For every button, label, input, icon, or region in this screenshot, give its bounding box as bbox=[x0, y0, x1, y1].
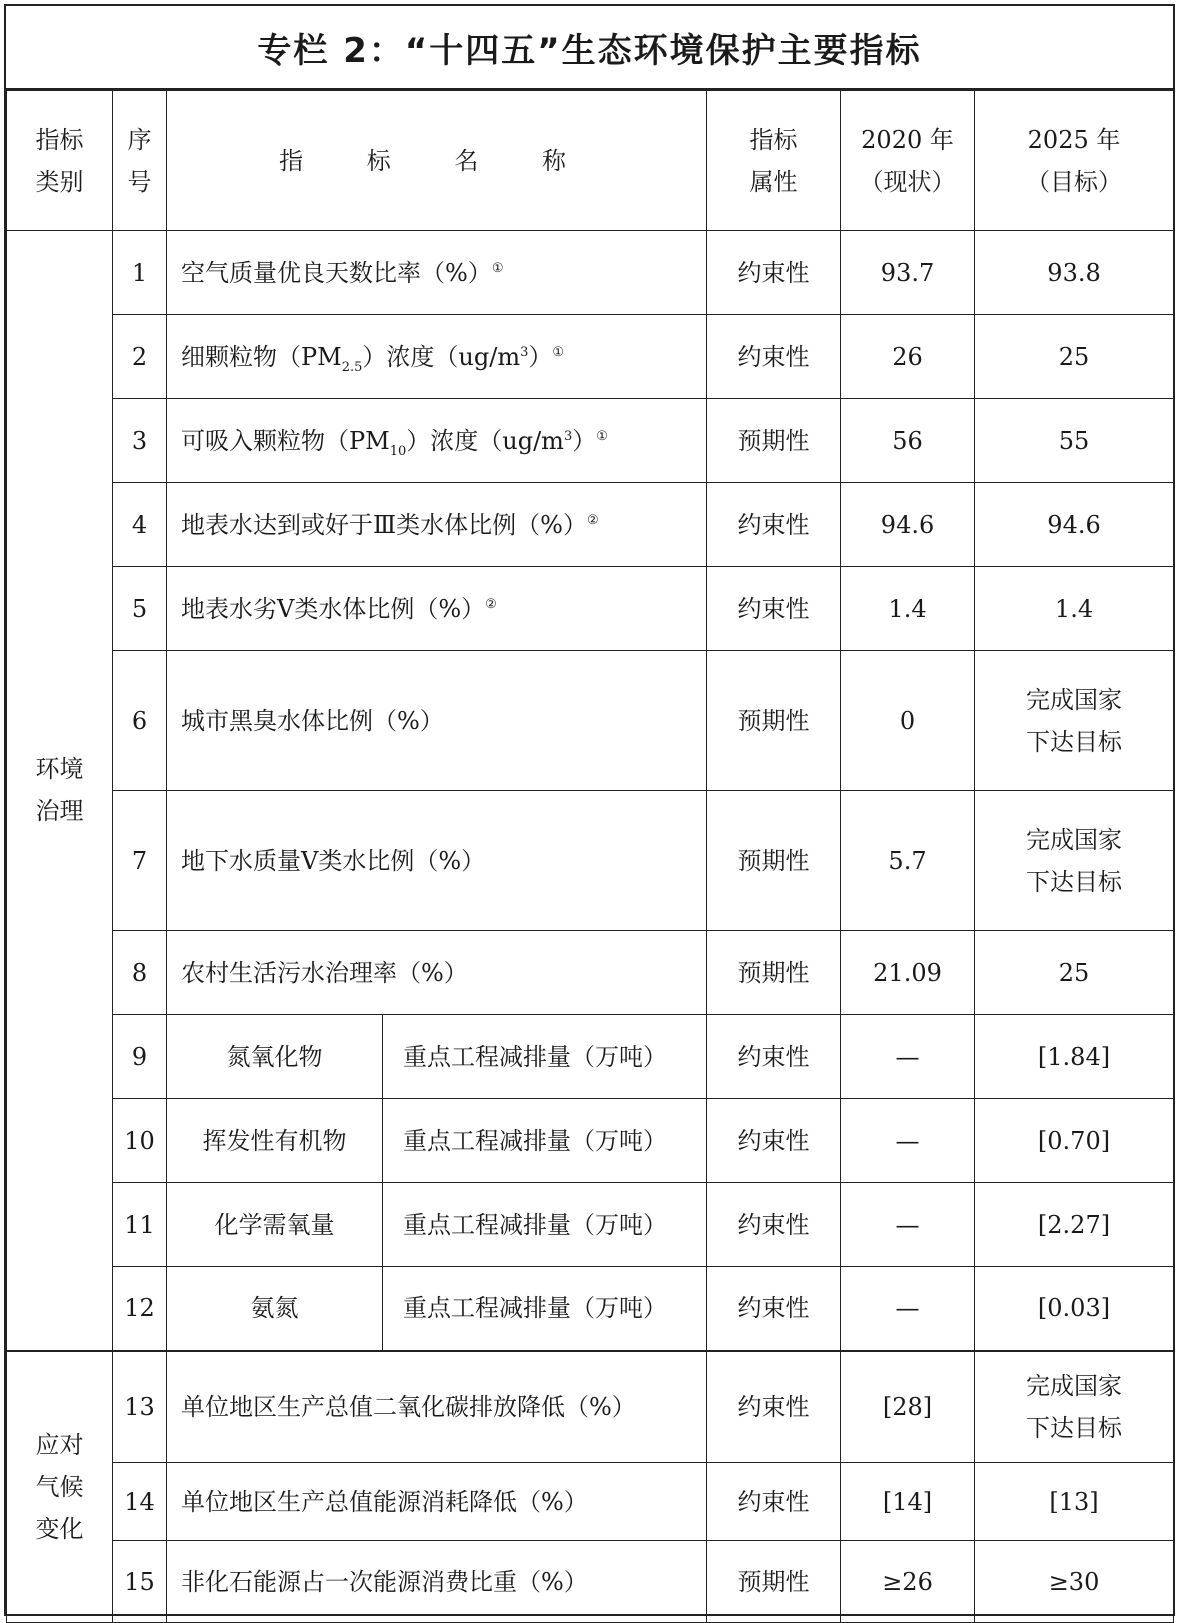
row-attr: 预期性 bbox=[707, 399, 841, 483]
row-name: 城市黑臭水体比例（%） bbox=[167, 651, 707, 791]
row-attr: 约束性 bbox=[707, 1267, 841, 1351]
row-pollutant: 挥发性有机物 bbox=[167, 1099, 383, 1183]
footnote-mark: ① bbox=[552, 344, 565, 360]
row-name: 地下水质量Ⅴ类水比例（%） bbox=[167, 791, 707, 931]
row-name: 地表水达到或好于Ⅲ类水体比例（%）② bbox=[167, 483, 707, 567]
row-seq: 5 bbox=[113, 567, 167, 651]
row-attr: 约束性 bbox=[707, 1351, 841, 1463]
table-row bbox=[7, 791, 1174, 931]
row-attr: 约束性 bbox=[707, 483, 841, 567]
row-measure: 重点工程减排量（万吨） bbox=[383, 1267, 707, 1351]
row-seq: 14 bbox=[113, 1463, 167, 1541]
table-row bbox=[7, 1541, 1174, 1623]
row-attr: 约束性 bbox=[707, 1463, 841, 1541]
row-seq: 12 bbox=[113, 1267, 167, 1351]
table-row bbox=[7, 567, 1174, 651]
row-2025: [0.70] bbox=[975, 1099, 1174, 1183]
header-name: 指 标 名 称 bbox=[167, 91, 707, 231]
header-seq: 序 号 bbox=[113, 91, 167, 231]
row-2020: — bbox=[841, 1015, 975, 1099]
row-attr: 预期性 bbox=[707, 651, 841, 791]
table-row bbox=[7, 651, 1174, 791]
category-env: 环境 治理 bbox=[7, 231, 113, 1351]
row-2020: [14] bbox=[841, 1463, 975, 1541]
row-seq: 11 bbox=[113, 1183, 167, 1267]
table-row bbox=[7, 483, 1174, 567]
row-measure: 重点工程减排量（万吨） bbox=[383, 1183, 707, 1267]
footnote-mark: ② bbox=[485, 596, 497, 612]
row-seq: 4 bbox=[113, 483, 167, 567]
row-measure: 重点工程减排量（万吨） bbox=[383, 1099, 707, 1183]
row-2025: ≥30 bbox=[975, 1541, 1174, 1623]
row-seq: 6 bbox=[113, 651, 167, 791]
row-2020: 5.7 bbox=[841, 791, 975, 931]
category-climate: 应对 气候 变化 bbox=[7, 1351, 113, 1623]
row-2020: 93.7 bbox=[841, 231, 975, 315]
row-2025: [1.84] bbox=[975, 1015, 1174, 1099]
row-2025: 25 bbox=[975, 315, 1174, 399]
header-category: 指标 类别 bbox=[7, 91, 113, 231]
row-2020: — bbox=[841, 1099, 975, 1183]
table-row bbox=[7, 1351, 1174, 1463]
row-2020: 94.6 bbox=[841, 483, 975, 567]
table-row bbox=[7, 1099, 1174, 1183]
footnote-mark: ② bbox=[586, 512, 599, 528]
row-2020: 26 bbox=[841, 315, 975, 399]
row-attr: 预期性 bbox=[707, 1541, 841, 1623]
indicator-table bbox=[6, 90, 1174, 1623]
row-pollutant: 氮氧化物 bbox=[167, 1015, 383, 1099]
header-2020: 2020 年 （现状） bbox=[841, 91, 975, 231]
row-name: 非化石能源占一次能源消费比重（%） bbox=[167, 1541, 707, 1623]
table-title: 专栏 2：“十四五”生态环境保护主要指标 bbox=[6, 6, 1173, 90]
row-2025: 完成国家 下达目标 bbox=[975, 791, 1174, 931]
row-pollutant: 氨氮 bbox=[167, 1267, 383, 1351]
row-seq: 2 bbox=[113, 315, 167, 399]
table-row bbox=[7, 1267, 1174, 1351]
row-attr: 约束性 bbox=[707, 231, 841, 315]
row-2020: ≥26 bbox=[841, 1541, 975, 1623]
row-seq: 10 bbox=[113, 1099, 167, 1183]
footnote-mark: ① bbox=[491, 260, 504, 276]
row-attr: 约束性 bbox=[707, 567, 841, 651]
indicator-table-frame bbox=[4, 4, 1175, 1616]
row-2025: 1.4 bbox=[975, 567, 1174, 651]
row-2025: 94.6 bbox=[975, 483, 1174, 567]
row-2025: [0.03] bbox=[975, 1267, 1174, 1351]
table-row bbox=[7, 399, 1174, 483]
table-row bbox=[7, 1183, 1174, 1267]
row-name: 单位地区生产总值能源消耗降低（%） bbox=[167, 1463, 707, 1541]
row-seq: 1 bbox=[113, 231, 167, 315]
row-attr: 约束性 bbox=[707, 1015, 841, 1099]
row-2025: [2.27] bbox=[975, 1183, 1174, 1267]
row-2020: 0 bbox=[841, 651, 975, 791]
header-attr: 指标 属性 bbox=[707, 91, 841, 231]
row-name: 空气质量优良天数比率（%）① bbox=[167, 231, 707, 315]
row-seq: 3 bbox=[113, 399, 167, 483]
row-2025: 93.8 bbox=[975, 231, 1174, 315]
row-2020: [28] bbox=[841, 1351, 975, 1463]
row-seq: 9 bbox=[113, 1015, 167, 1099]
table-row bbox=[7, 1015, 1174, 1099]
header-2025: 2025 年 （目标） bbox=[975, 91, 1174, 231]
row-seq: 15 bbox=[113, 1541, 167, 1623]
row-name: 单位地区生产总值二氧化碳排放降低（%） bbox=[167, 1351, 707, 1463]
row-2025: [13] bbox=[975, 1463, 1174, 1541]
row-2025: 55 bbox=[975, 399, 1174, 483]
table-row bbox=[7, 231, 1174, 315]
row-2025: 完成国家 下达目标 bbox=[975, 651, 1174, 791]
row-2025: 完成国家 下达目标 bbox=[975, 1351, 1174, 1463]
row-2020: — bbox=[841, 1183, 975, 1267]
row-seq: 8 bbox=[113, 931, 167, 1015]
row-attr: 约束性 bbox=[707, 1099, 841, 1183]
row-2020: 1.4 bbox=[841, 567, 975, 651]
row-2020: — bbox=[841, 1267, 975, 1351]
row-name: 细颗粒物$(PM_{2.5})$浓度$(ug/m^3)^①$ bbox=[167, 315, 707, 399]
table-row bbox=[7, 315, 1174, 399]
row-pollutant: 化学需氧量 bbox=[167, 1183, 383, 1267]
row-name: 农村生活污水治理率（%） bbox=[167, 931, 707, 1015]
row-attr: 预期性 bbox=[707, 931, 841, 1015]
row-seq: 13 bbox=[113, 1351, 167, 1463]
table-row bbox=[7, 931, 1174, 1015]
row-measure: 重点工程减排量（万吨） bbox=[383, 1015, 707, 1099]
table-row bbox=[7, 1463, 1174, 1541]
header-row bbox=[7, 91, 1174, 231]
footnote-mark: ① bbox=[596, 428, 608, 444]
row-2025: 25 bbox=[975, 931, 1174, 1015]
row-seq: 7 bbox=[113, 791, 167, 931]
row-name: 可吸入颗粒物$(PM_{10})$浓度$(ug/m^3)^①$ bbox=[167, 399, 707, 483]
row-attr: 约束性 bbox=[707, 1183, 841, 1267]
row-name: 地表水劣Ⅴ类水体比例（%）② bbox=[167, 567, 707, 651]
row-attr: 预期性 bbox=[707, 791, 841, 931]
row-2020: 21.09 bbox=[841, 931, 975, 1015]
row-2020: 56 bbox=[841, 399, 975, 483]
row-attr: 约束性 bbox=[707, 315, 841, 399]
